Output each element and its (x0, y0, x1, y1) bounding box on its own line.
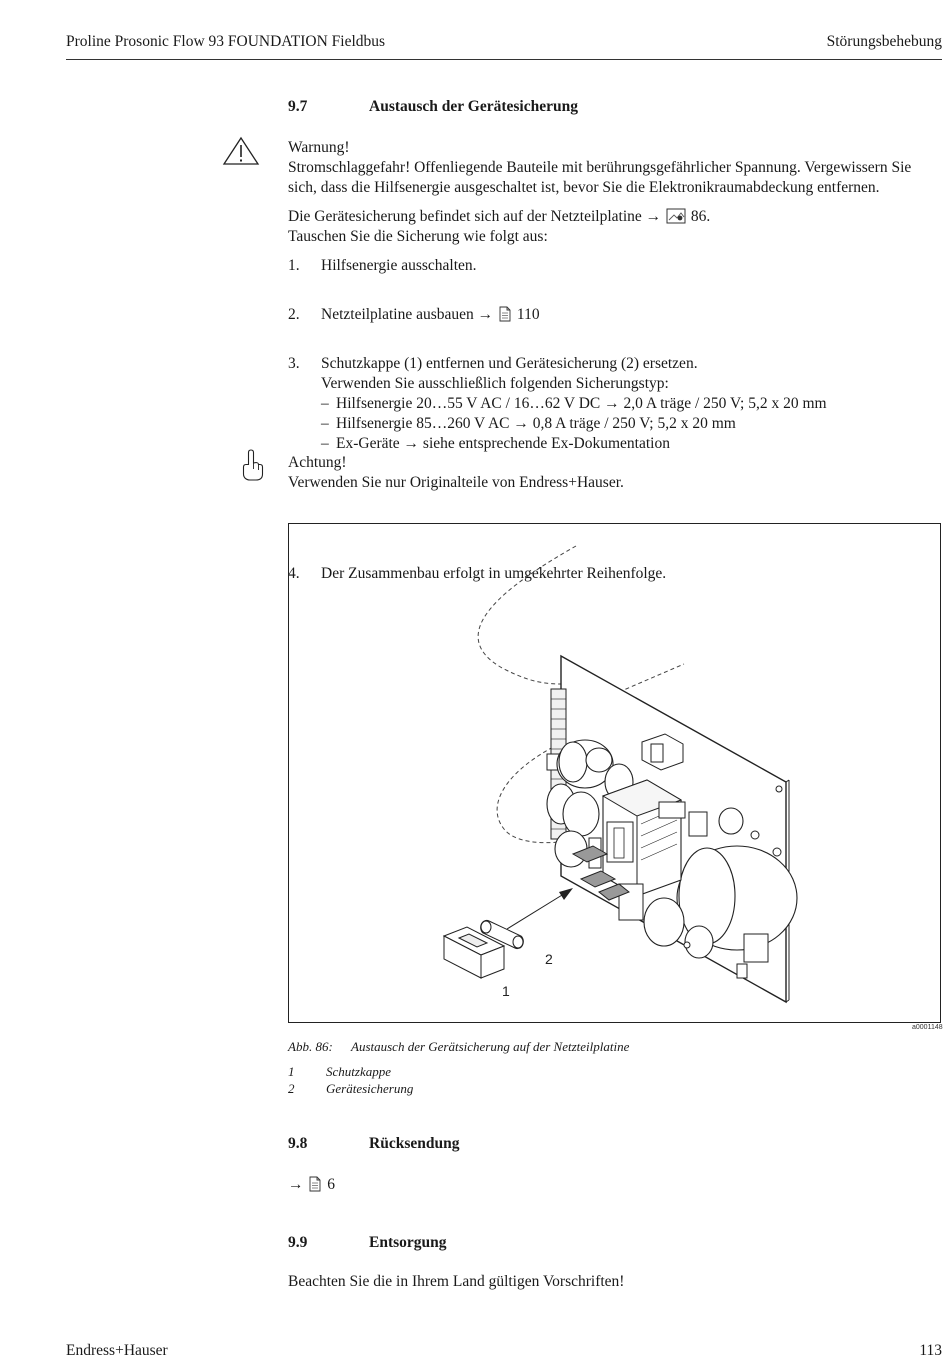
figure-caption-text: Austausch der Gerätsicherung auf der Netzteilplatine (351, 1039, 630, 1054)
callout-label-2: 2 (545, 951, 553, 967)
section-heading-9-8 (288, 1134, 942, 1154)
step-text: Netzteilplatine ausbauen → (321, 306, 494, 323)
warning-text: Stromschlaggefahr! Offenliegende Bauteile mit berührungsgefährlicher Spannung. Vergewissern Sie sich, dass die Hilfsenergie ausgeschaltet ist, bevor Sie die Elektronikraumabdeckung entfernen. (288, 159, 912, 196)
intro-line-2: Tauschen Sie die Sicherung wie folgt aus: (288, 228, 548, 245)
intro-line-1-text: Die Gerätesicherung befindet sich auf der Netzteilplatine → (288, 208, 662, 225)
section-title: Rücksendung (369, 1135, 460, 1152)
pointing-hand-icon (240, 448, 266, 482)
section-heading-9-7 (288, 97, 942, 117)
caution-title: Achtung! (288, 454, 347, 471)
step-number: 4. (288, 565, 300, 582)
return-reference (288, 1175, 942, 1195)
figure-caption (288, 1038, 942, 1055)
legend-number: 2 (288, 1081, 295, 1096)
step-text: Schutzkappe (1) entfernen und Gerätesicherung (2) ersetzen. (321, 355, 698, 372)
section-title: Entsorgung (369, 1234, 447, 1251)
footer-company: Endress+Hauser (66, 1342, 168, 1359)
page-ref-icon (307, 1176, 323, 1192)
step-number: 1. (288, 257, 300, 274)
fuse-spec-3: – Ex-Geräte → siehe entsprechende Ex-Dokumentation (321, 434, 950, 454)
warning-title: Warnung! (288, 139, 350, 156)
step-text: Der Zusammenbau erfolgt in umgekehrter Reihenfolge. (321, 565, 667, 582)
step-number: 3. (288, 355, 300, 372)
figure-frame (288, 523, 941, 1023)
warning-triangle-icon (222, 136, 260, 166)
section-number: 9.8 (288, 1135, 308, 1152)
page-ref-number: 6 (327, 1176, 335, 1193)
figure-ref-icon (665, 208, 687, 224)
caution-block (288, 453, 942, 493)
section-number: 9.7 (288, 98, 308, 115)
section-title: Austausch der Gerätesicherung (369, 98, 578, 115)
legend-text: Schutzkappe (326, 1064, 391, 1079)
header-title: Proline Prosonic Flow 93 FOUNDATION Fieldbus (66, 33, 386, 50)
page-number: 113 (919, 1342, 942, 1359)
step-3 (288, 354, 950, 454)
warning-block (288, 138, 942, 198)
step-text: Hilfsenergie ausschalten. (321, 257, 477, 274)
page-ref-icon (497, 306, 513, 322)
power-supply-board-illustration (289, 524, 940, 1022)
figure-image-id: a0001148 (912, 1024, 943, 1031)
legend-number: 1 (288, 1064, 295, 1079)
fuse-spec-1: – Hilfsenergie 20…55 V AC / 16…62 V DC → 2,0 A träge / 250 V; 5,2 x 20 mm (321, 394, 950, 414)
step-ref: 110 (516, 306, 540, 323)
caution-text: Verwenden Sie nur Originalteile von Endress+Hauser. (288, 474, 624, 491)
section-heading-9-9 (288, 1233, 942, 1253)
intro-line-1-ref: 86. (690, 208, 711, 225)
legend-item (288, 1080, 413, 1097)
intro-block (288, 207, 942, 247)
legend-text: Gerätesicherung (326, 1081, 414, 1096)
arrow-prefix: → (288, 1176, 304, 1193)
header-chapter: Störungsbehebung (826, 33, 942, 50)
step-2 (288, 305, 950, 325)
section-number: 9.9 (288, 1234, 308, 1251)
fuse-spec-2: – Hilfsenergie 85…260 V AC → 0,8 A träge / 250 V; 5,2 x 20 mm (321, 414, 950, 434)
step-number: 2. (288, 306, 300, 323)
figure-caption-number: Abb. 86: (288, 1039, 333, 1054)
step-1 (288, 256, 950, 276)
callout-label-1: 1 (502, 983, 510, 999)
step-text-2: Verwenden Sie ausschließlich folgenden Sicherungstyp: (321, 375, 669, 392)
header-rule (66, 59, 942, 60)
disposal-text: Beachten Sie die in Ihrem Land gültigen Vorschriften! (288, 1273, 625, 1290)
legend-item (288, 1063, 391, 1080)
intro-line-1 (288, 207, 942, 227)
